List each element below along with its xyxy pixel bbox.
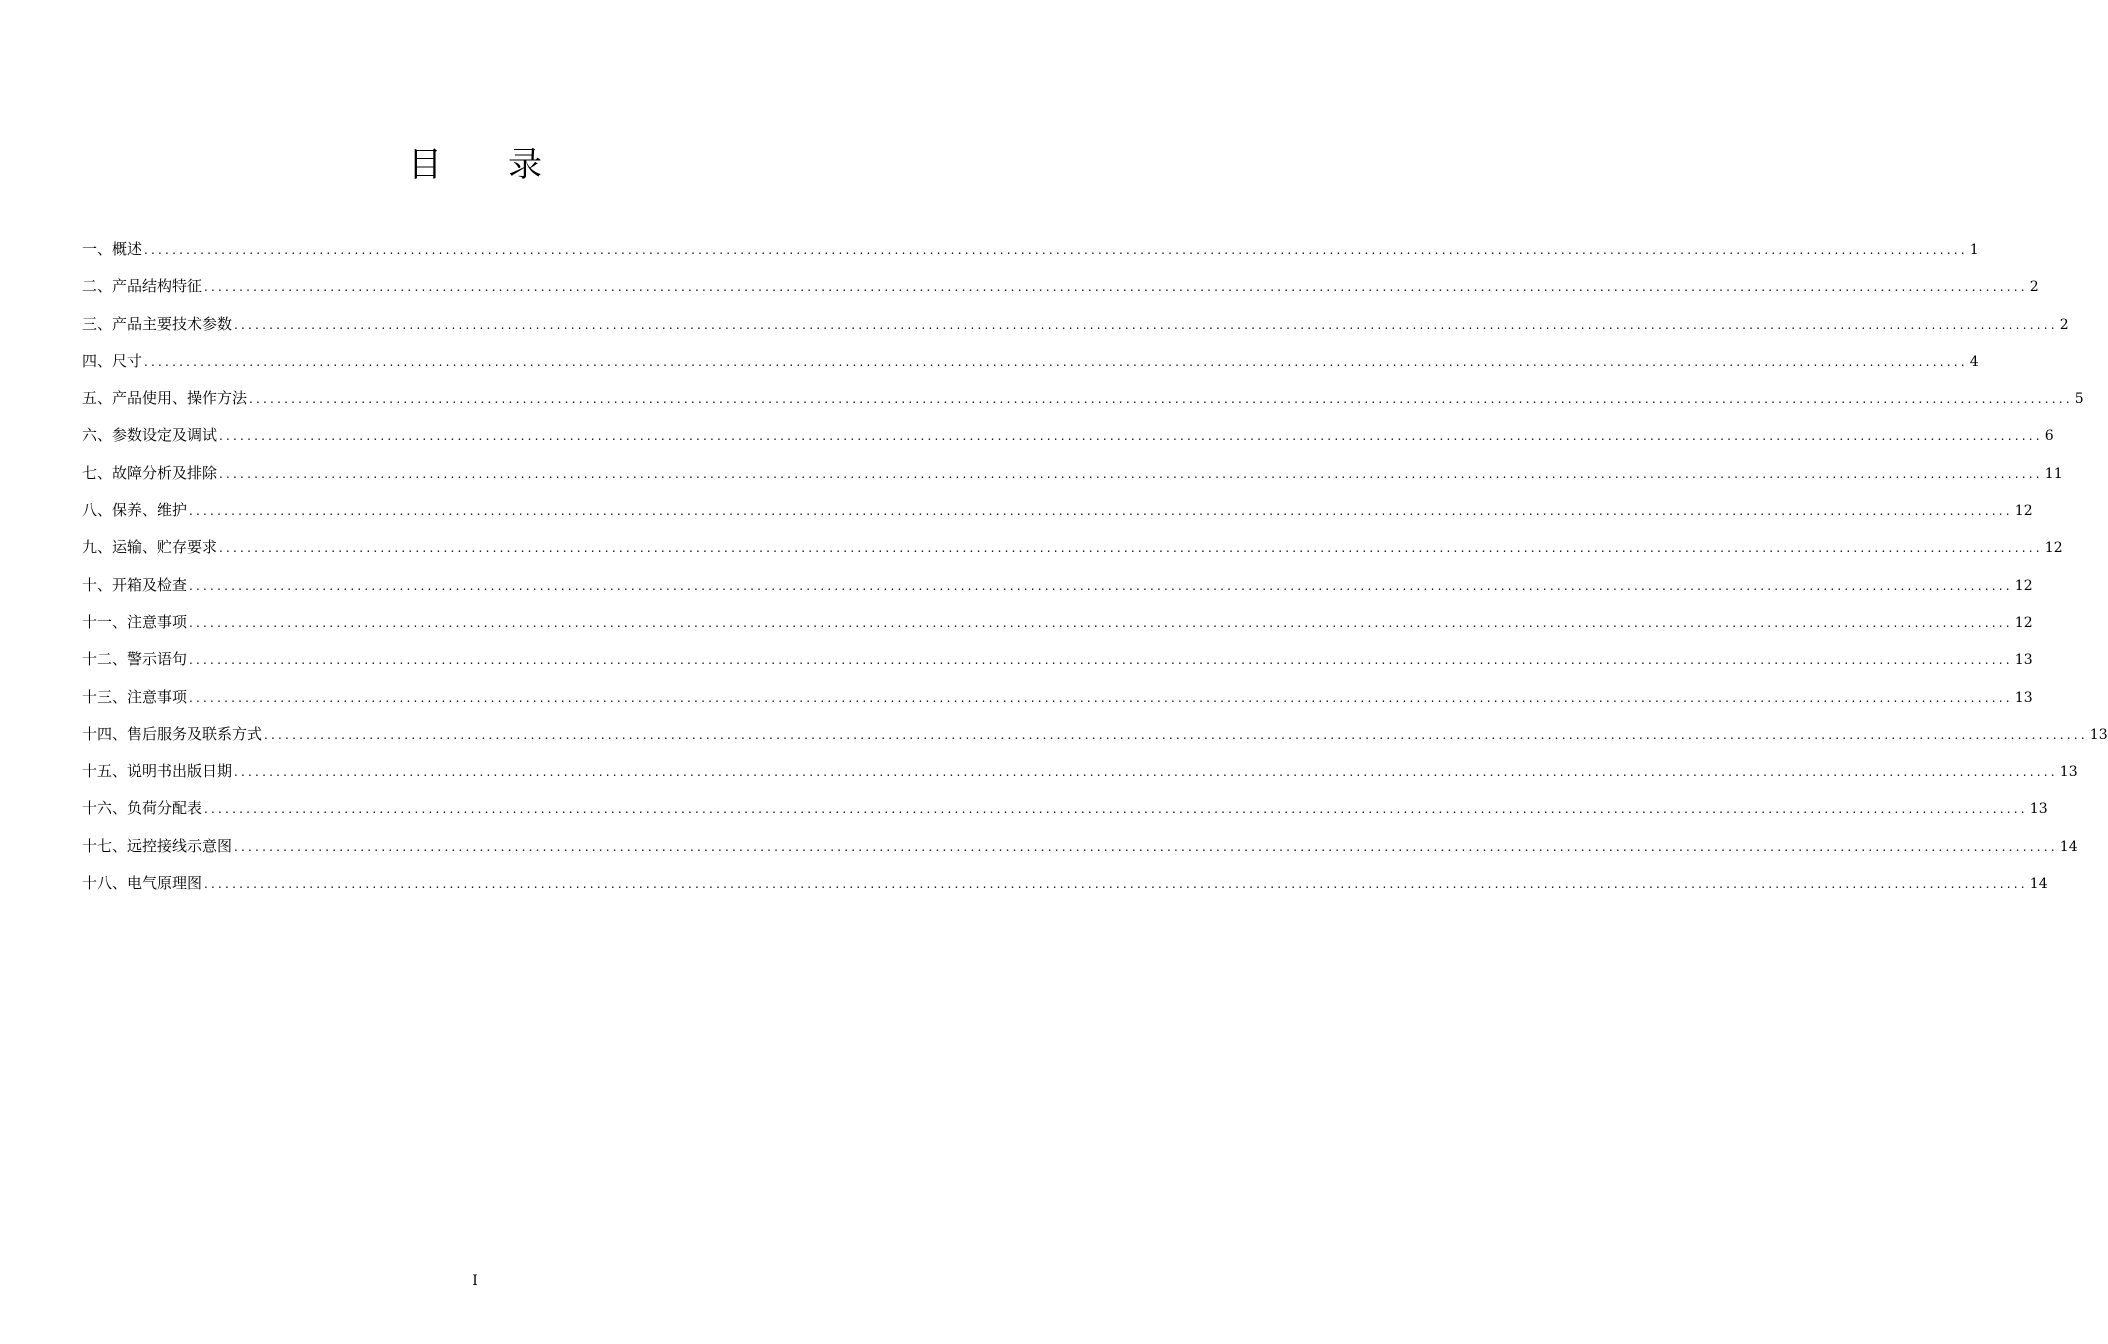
- toc-leader-dots: ....................................................................................................................................................................................................................................................................: [189, 578, 2013, 593]
- toc-entry[interactable]: [82, 418, 2054, 455]
- toc-entry-label: 四、尺寸: [82, 351, 143, 370]
- toc-leader-dots: ....................................................................................................................................................................................................................................................................: [249, 392, 2073, 407]
- toc-entry-label: 十五、说明书出版日期: [82, 762, 233, 781]
- toc-entry[interactable]: [82, 381, 2084, 418]
- toc-leader-dots: ....................................................................................................................................................................................................................................................................: [234, 765, 2058, 780]
- toc-entry-label: 十八、电气原理图: [82, 874, 203, 893]
- toc-leader-dots: ....................................................................................................................................................................................................................................................................: [204, 877, 2028, 892]
- toc-entry-page: 13: [2029, 801, 2048, 818]
- toc-entry-page: 12: [2014, 577, 2033, 594]
- toc-entry-label: 十、开箱及检查: [82, 575, 188, 594]
- table-of-contents: [82, 232, 2108, 903]
- toc-entry-label: 十七、远控接线示意图: [82, 836, 233, 855]
- toc-entry[interactable]: [82, 791, 2048, 828]
- toc-entry[interactable]: [82, 493, 2033, 530]
- toc-entry-page: 14: [2029, 876, 2048, 893]
- toc-entry[interactable]: [82, 866, 2048, 903]
- toc-entry[interactable]: [82, 568, 2033, 605]
- toc-entry[interactable]: [82, 605, 2033, 642]
- toc-leader-dots: ....................................................................................................................................................................................................................................................................: [189, 653, 2013, 668]
- toc-entry[interactable]: [82, 456, 2063, 493]
- toc-entry-label: 十二、警示语句: [82, 650, 188, 669]
- toc-leader-dots: ....................................................................................................................................................................................................................................................................: [219, 429, 2043, 444]
- toc-entry-page: 2: [2059, 316, 2069, 333]
- toc-entry[interactable]: [82, 269, 2039, 306]
- toc-entry-page: 4: [1969, 353, 1979, 370]
- toc-entry-page: 12: [2044, 540, 2063, 557]
- toc-leader-dots: ....................................................................................................................................................................................................................................................................: [219, 466, 2043, 481]
- toc-entry-page: 1: [1969, 242, 1979, 258]
- toc-leader-dots: ....................................................................................................................................................................................................................................................................: [219, 541, 2043, 556]
- toc-entry-page: 6: [2044, 428, 2054, 445]
- toc-entry-page: 12: [2014, 503, 2033, 520]
- toc-entry[interactable]: [82, 754, 2078, 791]
- toc-leader-dots: ....................................................................................................................................................................................................................................................................: [189, 504, 2013, 519]
- toc-leader-dots: ....................................................................................................................................................................................................................................................................: [144, 243, 1968, 257]
- toc-entry[interactable]: [82, 344, 1979, 381]
- toc-entry-page: 14: [2059, 838, 2078, 855]
- toc-entry-page: 13: [2089, 726, 2108, 743]
- toc-entry-label: 三、产品主要技术参数: [82, 314, 233, 333]
- toc-entry-label: 八、保养、维护: [82, 501, 188, 520]
- toc-entry-page: 13: [2014, 652, 2033, 669]
- toc-leader-dots: ....................................................................................................................................................................................................................................................................: [234, 839, 2058, 854]
- toc-entry-page: 5: [2074, 391, 2084, 408]
- toc-entry-label: 十六、负荷分配表: [82, 799, 203, 818]
- toc-entry-page: 13: [2014, 689, 2033, 706]
- toc-leader-dots: ....................................................................................................................................................................................................................................................................: [204, 802, 2028, 817]
- toc-entry[interactable]: [82, 307, 2069, 344]
- toc-entry[interactable]: [82, 717, 2108, 754]
- toc-entry-label: 十三、注意事项: [82, 687, 188, 706]
- toc-entry-label: 一、概述: [82, 240, 143, 258]
- toc-entry[interactable]: [82, 642, 2033, 679]
- toc-leader-dots: ....................................................................................................................................................................................................................................................................: [234, 317, 2058, 332]
- toc-entry[interactable]: [82, 232, 1979, 269]
- toc-entry-page: 13: [2059, 764, 2078, 781]
- toc-entry-label: 五、产品使用、操作方法: [82, 389, 248, 408]
- toc-entry-page: 12: [2014, 614, 2033, 631]
- toc-entry-label: 七、故障分析及排除: [82, 463, 218, 482]
- toc-entry-label: 九、运输、贮存要求: [82, 538, 218, 557]
- toc-leader-dots: ....................................................................................................................................................................................................................................................................: [144, 354, 1968, 369]
- toc-entry-label: 二、产品结构特征: [82, 277, 203, 296]
- page-title: 目录: [408, 145, 608, 185]
- toc-entry[interactable]: [82, 680, 2033, 717]
- toc-leader-dots: ....................................................................................................................................................................................................................................................................: [204, 280, 2028, 295]
- toc-leader-dots: ....................................................................................................................................................................................................................................................................: [189, 615, 2013, 630]
- toc-entry-label: 六、参数设定及调试: [82, 426, 218, 445]
- page-number: I: [472, 1273, 478, 1289]
- toc-leader-dots: ....................................................................................................................................................................................................................................................................: [189, 690, 2013, 705]
- toc-entry-page: 11: [2044, 465, 2063, 482]
- toc-entry-label: 十一、注意事项: [82, 612, 188, 631]
- toc-entry[interactable]: [82, 829, 2078, 866]
- toc-entry-label: 十四、售后服务及联系方式: [82, 724, 263, 743]
- toc-entry[interactable]: [82, 530, 2063, 567]
- toc-entry-page: 2: [2029, 279, 2039, 296]
- toc-leader-dots: ....................................................................................................................................................................................................................................................................: [264, 727, 2088, 742]
